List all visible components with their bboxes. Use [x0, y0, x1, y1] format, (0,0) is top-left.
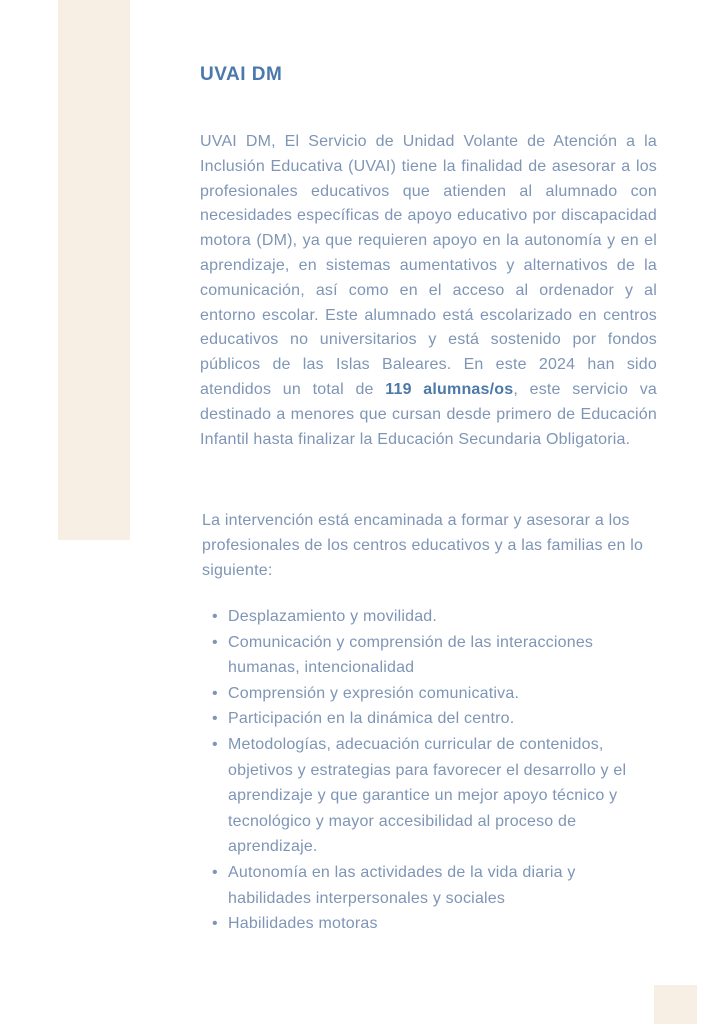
list-item-text: Comunicación y comprensión de las interacciones humanas, intencionalidad: [228, 633, 594, 677]
list-item: [200, 706, 648, 732]
bullet-icon: •: [212, 608, 218, 625]
list-item-text: Habilidades motoras: [228, 915, 378, 933]
list-item: [200, 681, 648, 707]
list-item-text: Participación en la dinámica del centro.: [228, 710, 515, 728]
list-item: [200, 911, 648, 937]
list-item-text: Desplazamiento y movilidad.: [228, 608, 438, 625]
list-item: [200, 630, 648, 681]
bullet-icon: •: [212, 710, 218, 728]
students-count-bold: 119 alumnas/os: [385, 380, 514, 398]
list-item: [200, 604, 648, 630]
list-item: [200, 860, 648, 911]
left-accent-bar: [58, 0, 130, 540]
bottom-right-accent-block: [654, 985, 697, 1024]
bullet-icon: •: [212, 633, 218, 651]
list-item-text: Metodologías, adecuación curricular de contenidos, objetivos y estrategias para favorecer el desarrollo y el aprendizaje y que garantice un mejor apoyo técnico y tecnológico y mayor accesibilidad al proceso de aprendizaje.: [228, 735, 627, 856]
intervention-paragraph: La intervención está encaminada a formar y asesorar a los profesionales de los centros educativos y a las familias en lo siguiente:: [202, 512, 644, 579]
intervention-areas-list: [200, 604, 648, 937]
list-item-text: Comprensión y expresión comunicativa.: [228, 684, 520, 702]
intro-text-end: , este servicio va destinado a menores que cursan desde primero de Educación Infantil hasta finalizar la Educación Secundaria Obligatoria.: [200, 380, 657, 448]
bullet-icon: •: [212, 735, 218, 753]
bullet-icon: •: [212, 915, 218, 933]
bullet-icon: •: [212, 863, 218, 881]
intro-text-start: UVAI DM, El Servicio de Unidad Volante de Atención a la Inclusión Educativa (UVAI) tiene la finalidad de asesorar a los profesionales educativos que atienden al alumnado con necesidades específicas de apoyo educativo por discapacidad motora (DM), ya que requieren apoyo en la autonomía y en el aprendizaje, en sistemas aumentativos y alternativos de la comunicación, así como en el acceso al ordenador y al entorno escolar. Este alumnado está escolarizado en centros educativos no universitarios y está sostenido por fondos públicos de las Islas Baleares. En este 2024 han sido atendidos un total de: [200, 133, 657, 398]
bullet-icon: •: [212, 684, 218, 702]
intro-paragraph: [200, 130, 657, 452]
page-title: UVAI DM: [200, 64, 283, 85]
list-item-text: Autonomía en las actividades de la vida diaria y habilidades interpersonales y sociales: [228, 863, 576, 907]
list-item: [200, 732, 648, 860]
